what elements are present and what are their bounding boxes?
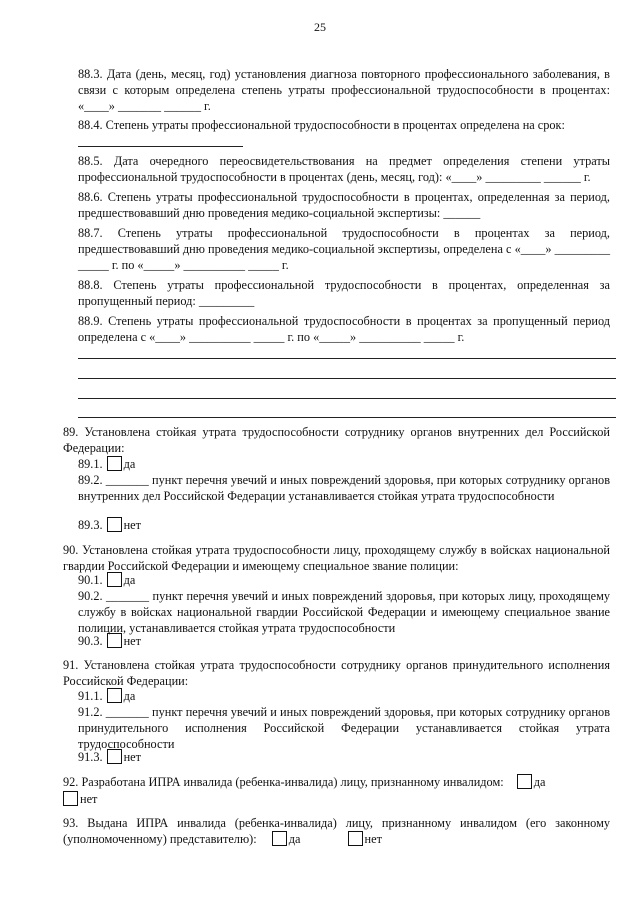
item-label: 90.1. (78, 573, 103, 587)
option-89-1[interactable] (78, 456, 135, 472)
item-91-2: 91.2. _______ пункт перечня увечий и иных повреждений здоровья, при которых сотруднику органов принудительного исполнения Российской Федерации устанавливается стойкая утрата трудоспособности (78, 705, 610, 751)
fill-line (78, 146, 243, 147)
item-90-2: 90.2. _______ пункт перечня увечий и иных повреждений здоровья, при которых лицу, проходящему службу в войсках национальной гвардии Российской Федерации и имеющему специальное звание полиции, устанавливается стойкая утрата трудоспособности (78, 589, 610, 635)
item-90: 90. Установлена стойкая утрата трудоспособности лицу, проходящему службу в войсках национальной гвардии Российской Федерации и имеющему специальное звание полиции: (63, 543, 610, 573)
yes-label: да (123, 689, 136, 703)
checkbox[interactable] (107, 749, 122, 764)
item-91: 91. Установлена стойкая утрата трудоспособности сотруднику органов принудительного исполнения Российской Федерации: (63, 658, 610, 688)
item-label: 89.1. (78, 457, 103, 471)
option-92-no[interactable] (63, 791, 97, 807)
item-92-text: 92. Разработана ИПРА инвалида (ребенка-инвалида) лицу, признанному инвалидом: (63, 775, 504, 789)
item-92 (63, 774, 545, 790)
item-88-5: 88.5. Дата очередного переосвидетельствования на предмет определения степени утраты профессиональной трудоспособности в процентах (день, месяц, год): «____» _________ ______ г. (78, 154, 610, 184)
no-label: нет (123, 518, 142, 532)
yes-label: да (288, 832, 301, 846)
item-label: 89.3. (78, 518, 103, 532)
checkbox[interactable] (107, 688, 122, 703)
checkbox-no[interactable] (63, 791, 78, 806)
option-90-3[interactable] (78, 633, 141, 649)
checkbox[interactable] (107, 633, 122, 648)
fill-line (78, 378, 616, 379)
option-90-1[interactable] (78, 572, 135, 588)
yes-label: да (123, 573, 136, 587)
checkbox-yes[interactable] (272, 831, 287, 846)
item-93-text: 93. Выдана ИПРА инвалида (ребенка-инвалида) лицу, признанному инвалидом (его законному (уполномоченному) представителю): (63, 816, 610, 846)
item-89-2: 89.2. _______ пункт перечня увечий и иных повреждений здоровья, при которых сотруднику органов внутренних дел Российской Федерации устанавливается стойкая утрата трудоспособности (78, 473, 610, 503)
no-label: нет (80, 792, 98, 806)
checkbox-no[interactable] (348, 831, 363, 846)
item-88-4: 88.4. Степень утраты профессиональной трудоспособности в процентах определена на срок: (78, 118, 565, 132)
checkbox[interactable] (107, 572, 122, 587)
fill-line (78, 417, 616, 418)
no-label: нет (364, 832, 382, 846)
yes-label: да (533, 775, 546, 789)
item-label: 90.3. (78, 634, 103, 648)
item-label: 91.1. (78, 689, 103, 703)
item-88-7: 88.7. Степень утраты профессиональной трудоспособности в процентах за период, предшествовавший дню проведения медико-социальной экспертизы, определена с «____» _________ _____ г. по «_____» __________ _____ г. (78, 226, 610, 272)
option-91-3[interactable] (78, 749, 141, 765)
option-89-3[interactable] (78, 517, 141, 533)
item-88-9: 88.9. Степень утраты профессиональной трудоспособности в процентах за пропущенный период определена с «____» __________ _____ г. по «_____» __________ _____ г. (78, 314, 610, 344)
option-91-1[interactable] (78, 688, 135, 704)
yes-label: да (123, 457, 136, 471)
item-88-6: 88.6. Степень утраты профессиональной трудоспособности в процентах, определенная за период, предшествовавший дню проведения медико-социальной экспертизы: ______ (78, 190, 610, 220)
no-label: нет (123, 634, 142, 648)
page-number: 25 (314, 20, 326, 34)
fill-line (78, 358, 616, 359)
checkbox[interactable] (107, 456, 122, 471)
item-89: 89. Установлена стойкая утрата трудоспособности сотруднику органов внутренних дел Российской Федерации: (63, 425, 610, 455)
item-88-3: 88.3. Дата (день, месяц, год) установления диагноза повторного профессионального заболевания, в связи с которым определена степень утраты профессиональной трудоспособности в процентах: «____» _______ ______ г. (78, 67, 610, 113)
item-88-8: 88.8. Степень утраты профессиональной трудоспособности в процентах, определенная за пропущенный период: _________ (78, 278, 610, 308)
fill-line (78, 398, 616, 399)
checkbox[interactable] (107, 517, 122, 532)
no-label: нет (123, 750, 142, 764)
item-label: 91.3. (78, 750, 103, 764)
item-93 (63, 815, 610, 847)
checkbox-yes[interactable] (517, 774, 532, 789)
